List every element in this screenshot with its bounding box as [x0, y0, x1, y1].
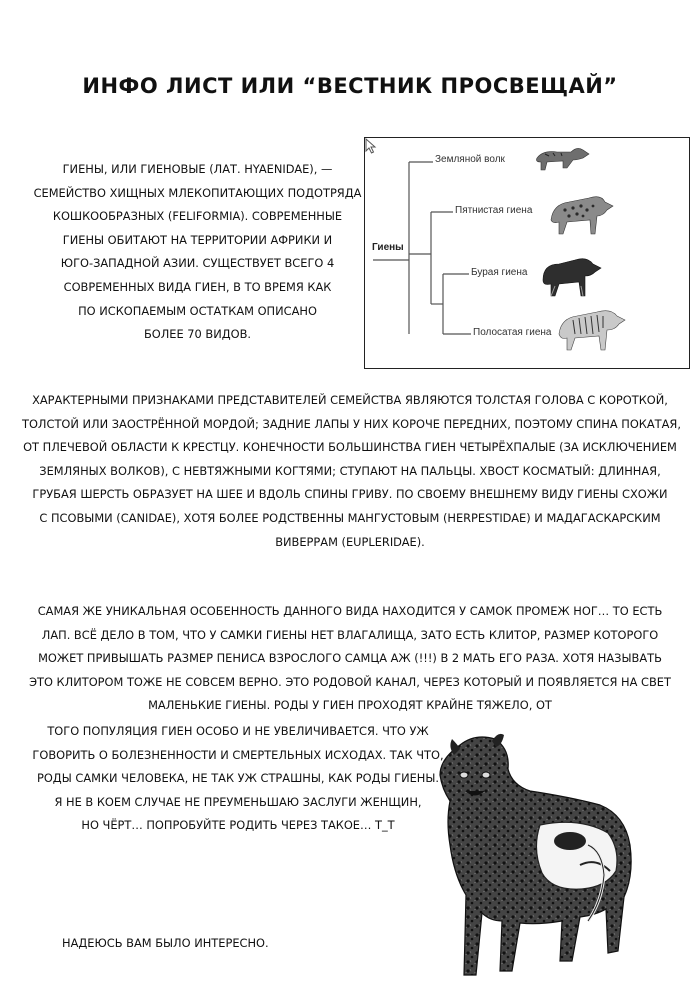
- intro-line: БОЛЕЕ 70 ВИДОВ.: [143, 327, 252, 342]
- tree-leaf-label: Полосатая гиена: [473, 327, 552, 338]
- unique-feature-paragraph-continued: [28, 720, 448, 838]
- intro-paragraph: [30, 158, 365, 347]
- intro-line: СЕМЕЙСТВО ХИЩНЫХ МЛЕКОПИТАЮЩИХ ПОДОТРЯДА: [33, 185, 362, 200]
- unique-line: НО ЧЁРТ… ПОПРОБУЙТЕ РОДИТЬ ЧЕРЕЗ ТАКОЕ… T_T: [81, 818, 395, 833]
- tree-leaf-label: Бурая гиена: [471, 267, 528, 278]
- unique-line: ГОВОРИТЬ О БОЛЕЗНЕННОСТИ И СМЕРТЕЛЬНЫХ ИСХОДАХ. ТАК ЧТО,: [32, 747, 444, 762]
- features-line: ТОЛСТОЙ ИЛИ ЗАОСТРЁННОЙ МОРДОЙ; ЗАДНИЕ ЛАПЫ У НИХ КОРОЧЕ ПЕРЕДНИХ, ПОЭТОМУ СПИНА ПОКАТАЯ,: [22, 416, 681, 431]
- intro-line: ПО ИСКОПАЕМЫМ ОСТАТКАМ ОПИСАНО: [78, 303, 317, 318]
- features-line: С ПСОВЫМИ (CANIDAE), ХОТЯ БОЛЕЕ РОДСТВЕННЫ МАНГУСТОВЫМ (HERPESTIDAE) И МАДАГАСКАРСКИМ: [39, 510, 661, 525]
- unique-line: МОЖЕТ ПРИВЫШАТЬ РАЗМЕР ПЕНИСА ВЗРОСЛОГО САМЦА АЖ (!!!) В 2 МАТЬ ЕГО РАЗА. ХОТЯ НАЗЫВАТЬ: [38, 651, 662, 666]
- intro-line: ЮГО-ЗАПАДНОЙ АЗИИ. СУЩЕСТВУЕТ ВСЕГО 4: [60, 256, 335, 271]
- spotted-hyena-figure: [551, 197, 613, 234]
- features-line: ГРУБАЯ ШЕРСТЬ ОБРАЗУЕТ НА ШЕЕ И ВДОЛЬ СПИНЫ ГРИВУ. ПО СВОЕМУ ВНЕШНЕМУ ВИДУ ГИЕНЫ СХОЖИ: [32, 487, 668, 502]
- features-line: ВИВЕРРАМ (EUPLERIDAE).: [275, 534, 425, 549]
- unique-line: МАЛЕНЬКИЕ ГИЕНЫ. РОДЫ У ГИЕН ПРОХОДЯТ КРАЙНЕ ТЯЖЕЛО, ОТ: [148, 698, 552, 713]
- unique-line: ТОГО ПОПУЛЯЦИЯ ГИЕН ОСОБО И НЕ УВЕЛИЧИВАЕТСЯ. ЧТО УЖ: [47, 724, 429, 738]
- tree-leaf-label: Земляной волк: [435, 154, 505, 165]
- spotted-hyena-anatomy-illustration: [420, 725, 650, 980]
- brown-hyena-figure: [543, 259, 601, 296]
- unique-line: РОДЫ САМКИ ЧЕЛОВЕКА, НЕ ТАК УЖ СТРАШНЫ, КАК РОДЫ ГИЕНЫ.: [36, 771, 440, 786]
- intro-line: ГИЕНЫ, ИЛИ ГИЕНОВЫЕ (ЛАТ. HYAENIDAE), —: [62, 162, 333, 176]
- phylogeny-diagram: [364, 137, 690, 369]
- features-line: ЗЕМЛЯНЫХ ВОЛКОВ), С НЕВТЯЖНЫМИ КОГТЯМИ; СТУПАЮТ НА ПАЛЬЦЫ. ХВОСТ КОСМАТЫЙ: ДЛИННАЯ,: [39, 463, 661, 478]
- intro-line: СОВРЕМЕННЫХ ВИДА ГИЕН, В ТО ВРЕМЯ КАК: [63, 279, 332, 294]
- features-line: ОТ ПЛЕЧЕВОЙ ОБЛАСТИ К КРЕСТЦУ. КОНЕЧНОСТИ БОЛЬШИНСТВА ГИЕН ЧЕТЫРЁХПАЛЫЕ (ЗА ИСКЛЮЧЕНИЕМ: [23, 440, 677, 455]
- intro-line: ГИЕНЫ ОБИТАЮТ НА ТЕРРИТОРИИ АФРИКИ И: [62, 232, 333, 247]
- closing-line: НАДЕЮСЬ ВАМ БЫЛО ИНТЕРЕСНО.: [62, 936, 269, 950]
- unique-line: Я НЕ В КОЕМ СЛУЧАЕ НЕ ПРЕУМЕНЬШАЮ ЗАСЛУГИ ЖЕНЩИН,: [54, 794, 422, 809]
- unique-feature-paragraph: [22, 600, 678, 718]
- intro-line: КОШКООБРАЗНЫХ (FELIFORMIA). СОВРЕМЕННЫЕ: [52, 209, 343, 224]
- unique-line: САМАЯ ЖЕ УНИКАЛЬНАЯ ОСОБЕННОСТЬ ДАННОГО ВИДА НАХОДИТСЯ У САМОК ПРОМЕЖ НОГ… ТО ЕСТЬ: [37, 604, 663, 618]
- unique-line: ЭТО КЛИТОРОМ ТОЖЕ НЕ СОВСЕМ ВЕРНО. ЭТО РОДОВОЙ КАНАЛ, ЧЕРЕЗ КОТОРЫЙ И ПОЯВЛЯЕТСЯ НА СВЕТ: [29, 674, 671, 689]
- tree-root-label: Гиены: [372, 242, 404, 253]
- features-line: ХАРАКТЕРНЫМИ ПРИЗНАКАМИ ПРЕДСТАВИТЕЛЕЙ СЕМЕЙСТВА ЯВЛЯЮТСЯ ТОЛСТАЯ ГОЛОВА С КОРОТКОЙ,: [32, 393, 668, 407]
- aardwolf-figure: [537, 148, 590, 170]
- page-title: ИНФО ЛИСТ ИЛИ “ВЕСТНИК ПРОСВЕЩАЙ”: [82, 74, 618, 98]
- tree-leaf-label: Пятнистая гиена: [455, 205, 533, 216]
- striped-hyena-figure: [559, 311, 625, 350]
- features-paragraph: [22, 389, 681, 554]
- unique-line: ЛАП. ВСЁ ДЕЛО В ТОМ, ЧТО У САМКИ ГИЕНЫ НЕТ ВЛАГАЛИЩА, ЗАТО ЕСТЬ КЛИТОР, РАЗМЕР КОТОРОГО: [41, 627, 659, 642]
- cursor-arrow-icon: [365, 138, 377, 154]
